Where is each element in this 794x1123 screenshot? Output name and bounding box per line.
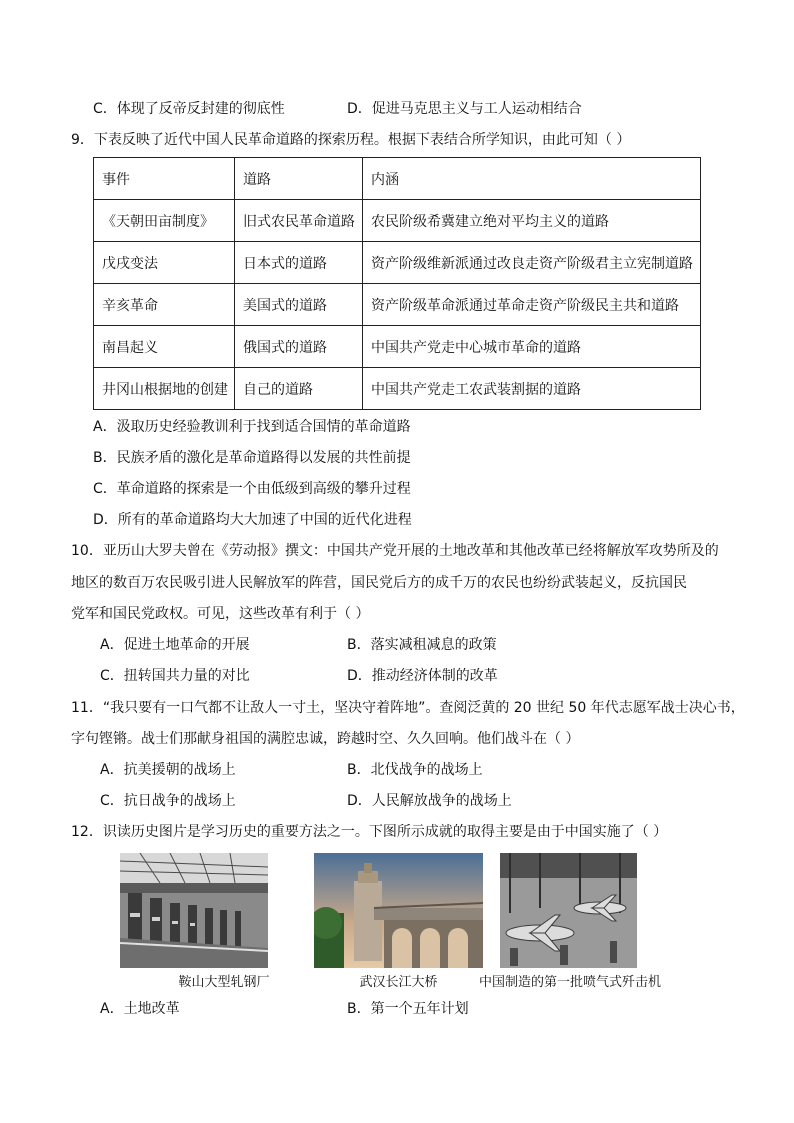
table-cell: 农民阶级希冀建立绝对平均主义的道路 bbox=[363, 200, 701, 242]
table-cell: 中国共产党走中心城市革命的道路 bbox=[363, 326, 701, 368]
bridge-photo bbox=[314, 853, 483, 968]
q9-stem: 9．下表反映了近代中国人民革命道路的探索历程。根据下表结合所学知识，由此可知（ ） bbox=[71, 132, 631, 148]
table-cell: 中国共产党走工农武装割据的道路 bbox=[363, 368, 701, 410]
table-row bbox=[94, 200, 701, 242]
table-cell: 《天朝田亩制度》 bbox=[94, 200, 235, 242]
caption-rolling-mill: 鞍山大型轧钢厂 bbox=[178, 975, 270, 990]
table-header-cell: 内涵 bbox=[363, 158, 701, 200]
q12-option-b: B．第一个五年计划 bbox=[347, 1001, 469, 1017]
table-row bbox=[94, 326, 701, 368]
table-cell: 美国式的道路 bbox=[235, 284, 363, 326]
q8-option-d: D．促进马克思主义与工人运动相结合 bbox=[347, 101, 582, 117]
q10-option-a: A．促进土地革命的开展 bbox=[100, 637, 250, 653]
q9-option-d: D．所有的革命道路均大大加速了中国的近代化进程 bbox=[93, 512, 412, 528]
q12-stem: 12．识读历史图片是学习历史的重要方法之一。下图所示成就的取得主要是由于中国实施了（ ） bbox=[71, 824, 668, 840]
q11-option-d: D．人民解放战争的战场上 bbox=[347, 793, 512, 809]
table-cell: 自己的道路 bbox=[235, 368, 363, 410]
table-header-cell: 事件 bbox=[94, 158, 235, 200]
q9-option-c: C．革命道路的探索是一个由低级到高级的攀升过程 bbox=[93, 481, 411, 497]
q9-option-a: A．汲取历史经验教训利于找到适合国情的革命道路 bbox=[93, 419, 411, 435]
q10-stem-line2: 地区的数百万农民吸引进人民解放军的阵营，国民党后方的成千万的农民也纷纷武装起义，反抗国民 bbox=[71, 575, 687, 591]
q10-stem-line3: 党军和国民党政权。可见，这些改革有利于（ ） bbox=[71, 606, 370, 622]
q10-option-c: C．扭转国共力量的对比 bbox=[100, 668, 250, 684]
q8-option-c: C．体现了反帝反封建的彻底性 bbox=[93, 101, 285, 117]
table-cell: 资产阶级维新派通过改良走资产阶级君主立宪制道路 bbox=[363, 242, 701, 284]
q9-option-b: B．民族矛盾的激化是革命道路得以发展的共性前提 bbox=[93, 450, 411, 466]
q11-option-c: C．抗日战争的战场上 bbox=[100, 793, 236, 809]
table-cell: 南昌起义 bbox=[94, 326, 235, 368]
caption-jet-fighters: 中国制造的第一批喷气式歼击机 bbox=[478, 975, 661, 990]
q11-option-a: A．抗美援朝的战场上 bbox=[100, 762, 236, 778]
q10-option-d: D．推动经济体制的改革 bbox=[347, 668, 498, 684]
q12-option-a: A．土地改革 bbox=[100, 1001, 180, 1017]
table-cell: 戊戌变法 bbox=[94, 242, 235, 284]
table-header-row bbox=[94, 158, 701, 200]
jet-fighter-photo bbox=[500, 853, 637, 968]
q11-option-b: B．北伐战争的战场上 bbox=[347, 762, 483, 778]
q10-option-b: B．落实减租减息的政策 bbox=[347, 637, 497, 653]
q10-stem-line1: 10．亚历山大罗夫曾在《劳动报》撰文：中国共产党开展的土地改革和其他改革已经将解放军攻势所及的 bbox=[71, 543, 719, 559]
rolling-mill-photo bbox=[120, 853, 268, 968]
table-cell: 旧式农民革命道路 bbox=[235, 200, 363, 242]
table-cell: 俄国式的道路 bbox=[235, 326, 363, 368]
table-cell: 日本式的道路 bbox=[235, 242, 363, 284]
table-cell: 资产阶级革命派通过革命走资产阶级民主共和道路 bbox=[363, 284, 701, 326]
q9-table bbox=[93, 157, 701, 410]
q11-stem-line2: 字句铿锵。战士们那献身祖国的满腔忠诚，跨越时空、久久回响。他们战斗在（ ） bbox=[71, 731, 580, 747]
table-row bbox=[94, 368, 701, 410]
table-row bbox=[94, 242, 701, 284]
table-cell: 辛亥革命 bbox=[94, 284, 235, 326]
q11-stem-line1: 11．“我只要有一口气都不让敌人一寸土，坚决守着阵地”。查阅泛黄的 20 世纪 50 年代志愿军战士决心书， bbox=[71, 700, 745, 716]
table-cell: 井冈山根据地的创建 bbox=[94, 368, 235, 410]
table-row bbox=[94, 284, 701, 326]
table-header-cell: 道路 bbox=[235, 158, 363, 200]
caption-bridge: 武汉长江大桥 bbox=[359, 975, 438, 990]
